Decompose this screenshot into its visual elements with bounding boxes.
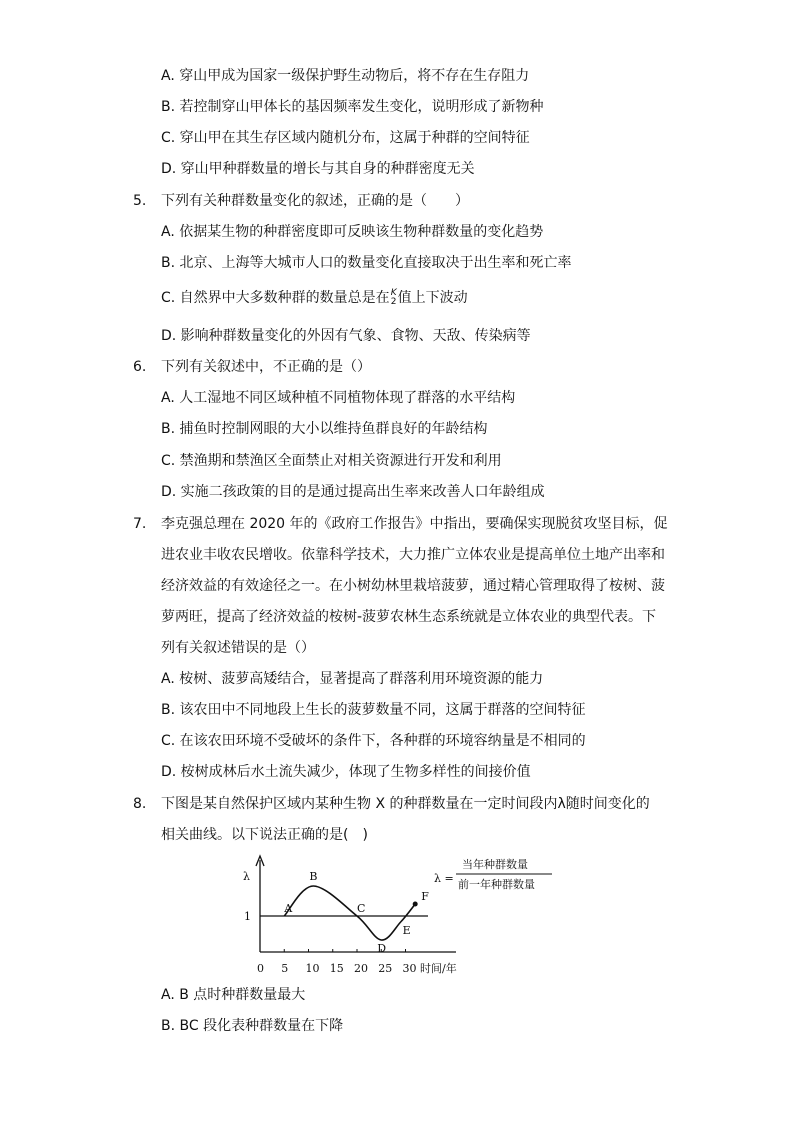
x-tick-0: 0 xyxy=(257,962,264,975)
q7-stem-line-4: 萝两旺，提高了经济效益的桉树-菠萝农林生态系统就是立体农业的典型代表。下 xyxy=(161,609,657,625)
q5-option-c-text-post: 值上下波动 xyxy=(397,290,468,306)
k-over-2-fraction xyxy=(391,289,397,307)
x-tick-25: 25 xyxy=(378,962,393,975)
q7-stem-line-1: 李克强总理在 2020 年的《政府工作报告》中指出，要确保实现脱贫攻坚目标，促 xyxy=(161,516,668,532)
q5-stem: 下列有关种群数量变化的叙述，正确的是（ ） xyxy=(161,193,469,209)
point-label-c: C xyxy=(357,902,366,915)
point-label-b: B xyxy=(309,870,318,883)
q5-option-d: D. 影响种群数量变化的外因有气象、食物、天敌、传染病等 xyxy=(161,328,531,344)
q5-option-c-text-pre: C. 自然界中大多数种群的数量总是在 xyxy=(161,290,390,306)
q6-option-a: A. 人工湿地不同区域种植不同植物体现了群落的水平结构 xyxy=(161,390,516,406)
q8-stem-line-1: 下图是某自然保护区域内某种生物 X 的种群数量在一定时间段内λ随时间变化的 xyxy=(161,796,650,812)
q8-number: 8. xyxy=(133,796,147,812)
point-label-a: A xyxy=(284,902,293,915)
formula-numerator: 当年种群数量 xyxy=(462,858,528,871)
q7-option-b: B. 该农田中不同地段上生长的菠萝数量不同，这属于群落的空间特征 xyxy=(161,702,586,718)
point-label-f: F xyxy=(421,890,429,903)
q6-stem: 下列有关叙述中，不正确的是（） xyxy=(161,359,371,375)
formula-denominator: 前一年种群数量 xyxy=(458,878,535,891)
q6-option-d: D. 实施二孩政策的目的是通过提高出生率来改善人口年龄组成 xyxy=(161,484,545,500)
point-label-e: E xyxy=(402,924,411,937)
q4-option-a: A. 穿山甲成为国家一级保护野生动物后，将不存在生存阻力 xyxy=(161,68,530,84)
point-label-d: D xyxy=(377,942,387,955)
fraction-denominator: 2 xyxy=(390,297,397,307)
x-tick-5: 5 xyxy=(281,962,289,975)
q8-option-b: B. BC 段化表种群数量在下降 xyxy=(161,1018,344,1034)
q4-option-c: C. 穿山甲在其生存区域内随机分布，这属于种群的空间特征 xyxy=(161,130,530,146)
q6-number: 6. xyxy=(133,359,147,375)
curve-end-dot xyxy=(413,902,418,907)
q7-stem-line-3: 经济效益的有效途径之一。在小树幼林里栽培菠萝，通过精心管理取得了桉树、菠 xyxy=(161,578,665,594)
q4-option-b: B. 若控制穿山甲体长的基因频率发生变化，说明形成了新物种 xyxy=(161,99,544,115)
fraction-numerator: K xyxy=(390,288,397,298)
x-tick-10: 10 xyxy=(305,962,320,975)
lambda-curve xyxy=(284,886,415,940)
q7-option-a: A. 桉树、菠萝高矮结合，显著提高了群落利用环境资源的能力 xyxy=(161,671,544,687)
q8-option-a: A. B 点时种群数量最大 xyxy=(161,987,306,1003)
q7-number: 7. xyxy=(133,516,147,532)
q5-option-b: B. 北京、上海等大城市人口的数量变化直接取决于出生率和死亡率 xyxy=(161,255,572,271)
q7-option-d: D. 桉树成林后水土流失减少，体现了生物多样性的间接价值 xyxy=(161,764,531,780)
y-tick-1: 1 xyxy=(244,910,251,923)
q6-option-c: C. 禁渔期和禁渔区全面禁止对相关资源进行开发和利用 xyxy=(161,453,502,469)
q5-option-a: A. 依据某生物的种群密度即可反映该生物种群数量的变化趋势 xyxy=(161,224,544,240)
q6-option-b: B. 捕鱼时控制网眼的大小以维持鱼群良好的年龄结构 xyxy=(161,421,488,437)
q7-stem-line-5: 列有关叙述错误的是（） xyxy=(161,640,315,656)
x-tick-20: 20 xyxy=(354,962,368,975)
x-tick-30: 30 xyxy=(402,962,417,975)
q5-number: 5. xyxy=(133,193,147,209)
x-axis-label: 时间/年 xyxy=(420,962,457,975)
lambda-curve-figure xyxy=(236,852,566,977)
q7-stem-line-2: 进农业丰收农民增收。依靠科学技术，大力推广立体农业是提高单位土地产出率和 xyxy=(161,547,665,563)
q4-option-d: D. 穿山甲种群数量的增长与其自身的种群密度无关 xyxy=(161,161,475,177)
y-axis-label: λ xyxy=(243,870,250,883)
x-tick-15: 15 xyxy=(329,962,344,975)
q5-option-c xyxy=(161,288,468,308)
q8-stem-line-2: 相关曲线。以下说法正确的是( ) xyxy=(161,827,368,843)
q7-option-c: C. 在该农田环境不受破坏的条件下，各种群的环境容纳量是不相同的 xyxy=(161,733,586,749)
formula-lhs: λ = xyxy=(434,872,454,885)
